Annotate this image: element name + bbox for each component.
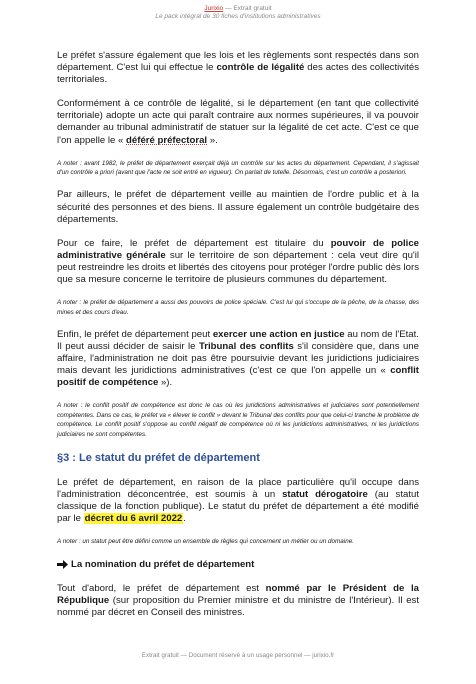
arrow-right-icon bbox=[57, 560, 68, 569]
bold-text: nommé par le Président de la République bbox=[57, 582, 420, 606]
text-run: Conformément à ce contrôle de légalité, si le département (en tant que collectivité territoriale) adopte un acte qui paraît contraire aux normes supérieures, il va pouvoir demander au tribunal administratif de statuer sur la légalité de cet acte. C'est ce que l'on appelle le « bbox=[57, 98, 419, 146]
note-conflit-positif bbox=[57, 401, 419, 439]
bold-text: exercer une action en justice bbox=[212, 328, 345, 340]
paragraph-action-justice bbox=[57, 329, 419, 389]
text-run: Le préfet de département, en raison de la place particulière qu'il occupe dans l'administration déconcentrée, est soumis à un bbox=[57, 477, 419, 501]
text-run: Pour ce faire, le préfet de département est titulaire du bbox=[57, 237, 331, 249]
bold-text: contrôle de légalité bbox=[216, 62, 305, 74]
bold-text: Tribunal des conflits bbox=[198, 341, 294, 353]
note-definition-statut bbox=[57, 537, 419, 546]
text-run: »). bbox=[158, 377, 173, 389]
paragraph-police-administrative bbox=[57, 238, 419, 286]
text-run: au nom de l'Etat. Il peut aussi décider de saisir le bbox=[57, 328, 419, 353]
text-run: Par ailleurs, le préfet de département veille au maintien de l'ordre public et à la sécurité des personnes et des biens. Il assure également un contrôle budgétaire des départements. bbox=[57, 189, 419, 225]
text-run: A noter : le conflit positif de compétence est donc le cas où les juridictions administratives et judiciaires sont potentiellement compétentes. Dans ce cas, le préfet va « élever le conflit » devant le Tribunal des conflits pour que celui-ci tranche le problème de compétence. Le conflit positif s'oppose au conflit négatif de compétence où ni les juridictions administratives, ni les juridictions judiciaires ne sont compétentes. bbox=[57, 402, 419, 438]
subheading-label: La nomination du préfet de département bbox=[71, 558, 255, 570]
text-run: A noter : le préfet de département a aussi des pouvoirs de police spéciale. C'est lui qui s'occupe de la pêche, de la chasse, des mines et des cours d'eau. bbox=[57, 299, 419, 316]
header-line bbox=[0, 5, 476, 13]
text-run: Enfin, le préfet de département peut bbox=[57, 328, 213, 340]
paragraph-defere-prefectoral bbox=[57, 98, 419, 146]
paragraph-ordre-public bbox=[57, 189, 419, 225]
text-run: sur le territoire de son département : cela veut dire qu'il peut restreindre les droits et libertés des citoyens pour protéger l'ordre public dès lors que sa mesure concerne le territoire de plusieurs communes du département. bbox=[57, 249, 420, 286]
text-run: s'il considère que, dans une affaire, l'administration ne doit pas être poursuivie devant les juridictions judiciaires mais devant les juridictions administratives (c'est ce que l'on appelle un « bbox=[57, 341, 419, 377]
text-run: Tout d'abord, le préfet de département est bbox=[57, 582, 266, 594]
bold-text: statut dérogatoire bbox=[282, 489, 368, 501]
note-police-speciale bbox=[57, 298, 419, 317]
text-run: . bbox=[183, 513, 186, 525]
header-subtitle: Extrait gratuit bbox=[233, 5, 272, 12]
page-footer: Extrait gratuit — Document réservé à un usage personnel — jurixio.fr bbox=[141, 652, 335, 659]
subheading-nomination bbox=[57, 559, 419, 571]
text-run: ». bbox=[207, 134, 218, 146]
text-run: (sur proposition du Premier ministre et du ministre de l'Intérieur). Il est nommé par décret en Conseil des ministres. bbox=[57, 594, 419, 618]
header-brand: Jurixio bbox=[204, 5, 224, 12]
text-run: (au statut classique de la fonction publique). Le statut du préfet de département a été modifié par le bbox=[57, 489, 419, 525]
note-tutelle bbox=[57, 159, 419, 178]
header-separator: — bbox=[225, 5, 234, 12]
bold-text: déféré préfectoral bbox=[126, 134, 208, 146]
text-run: des actes des collectivités territoriales. bbox=[57, 62, 419, 86]
paragraph-nomination bbox=[57, 583, 419, 619]
highlighted-text: décret du 6 avril 2022 bbox=[84, 513, 183, 525]
bold-text: conflit positif de compétence bbox=[57, 365, 419, 389]
header-tagline: Le pack intégral de 30 fiches d'institutions administratives bbox=[155, 13, 321, 20]
paragraph-statut-derogatoire bbox=[57, 477, 419, 525]
paragraph-controle-legalite bbox=[57, 50, 419, 86]
text-run: A noter : un statut peut être défini comme un ensemble de règles qui concernent un métier ou un domaine. bbox=[57, 538, 354, 546]
text-run: Le préfet s'assure également que les lois et les règlements sont respectés dans son département. C'est lui qui effectue le bbox=[57, 50, 419, 74]
page-header bbox=[0, 5, 476, 21]
bold-text: pouvoir de police administrative générale bbox=[57, 237, 419, 261]
section-title-statut: §3 : Le statut du préfet de département bbox=[57, 452, 260, 465]
text-run: A noter : avant 1982, le préfet de département exerçait déjà un contrôle sur les actes du département. Cependant, il s'agissait d'un contrôle a priori (avant que l'acte ne soit entré en vigueur). On parlait de tutelle. Désormais, c'est un contrôle a posteriori. bbox=[57, 159, 419, 177]
page-content bbox=[57, 50, 419, 631]
